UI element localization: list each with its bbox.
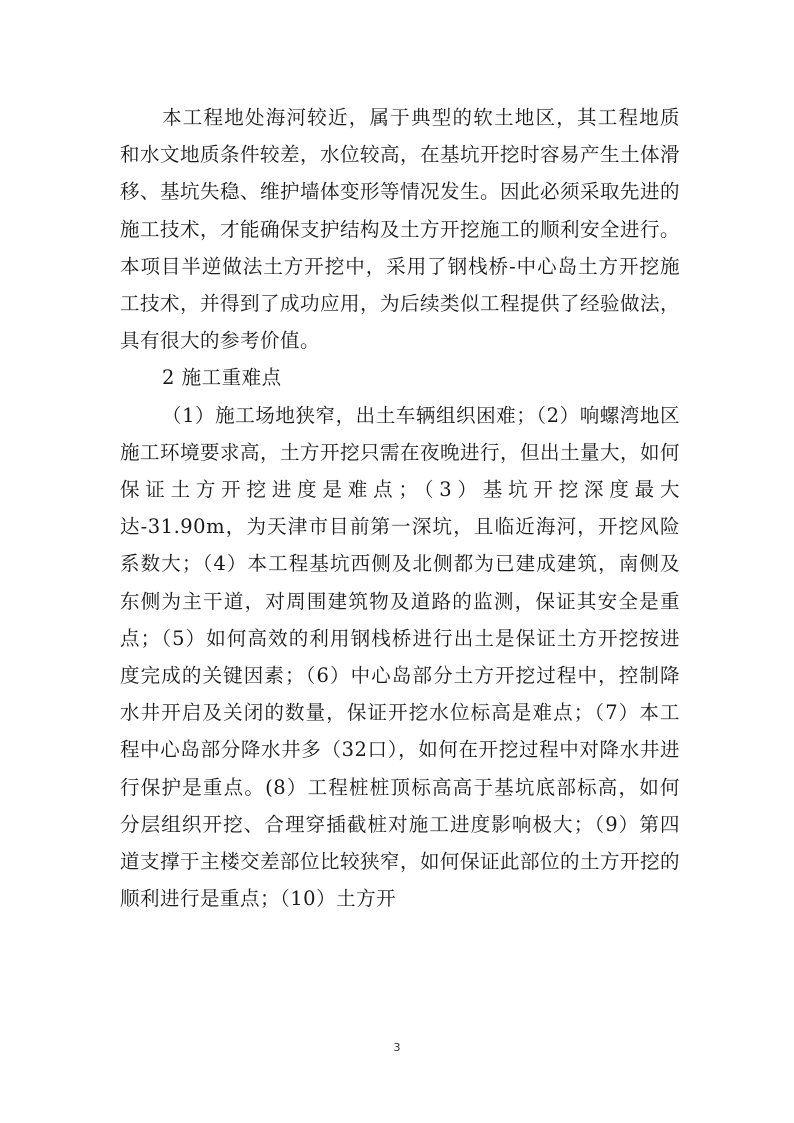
intro-paragraph: 本工程地处海河较近，属于典型的软土地区，其工程地质和水文地质条件较差，水位较高，在基坑开挖时容易产生土体滑移、基坑失稳、维护墙体变形等情况发生。因此必须采取先进的施工技术，才能确保支护结构及土方开挖施工的顺利安全进行。本项目半逆做法土方开挖中，采用了钢栈桥-中心岛土方开挖施工技术，并得到了成功应用，为后续类似工程提供了经验做法，具有很大的参考价值。 <box>120 106 681 353</box>
body-text <box>120 99 680 917</box>
page-number: 3 <box>393 1041 401 1054</box>
section-heading: 2 施工重难点 <box>162 366 282 390</box>
difficulties-paragraph: （1）施工场地狭窄，出土车辆组织困难；（2）响螺湾地区施工环境要求高，土方开挖只需在夜晚进行，但出土量大，如何保证土方开挖进度是难点；（3）基坑开挖深度最大达-31.90m，为天津市目前第一深坑，且临近海河，开挖风险系数大；（4）本工程基坑西侧及北侧都为已建成建筑，南侧及东侧为主干道，对周围建筑物及道路的监测，保证其安全是重点；（5）如何高效的利用钢栈桥进行出土是保证土方开挖按进度完成的关键因素；（6）中心岛部分土方开挖过程中，控制降水井开启及关闭的数量，保证开挖水位标高是难点；（7）本工程中心岛部分降水井多（32口），如何在开挖过程中对降水井进行保护是重点。(8）工程桩桩顶标高高于基坑底部标高，如何分层组织开挖、合理穿插截桩对施工进度影响极大；（9）第四道支撑于主楼交差部位比较狭窄，如何保证此部位的土方开挖的顺利进行是重点；（10）土方开 <box>120 403 681 911</box>
